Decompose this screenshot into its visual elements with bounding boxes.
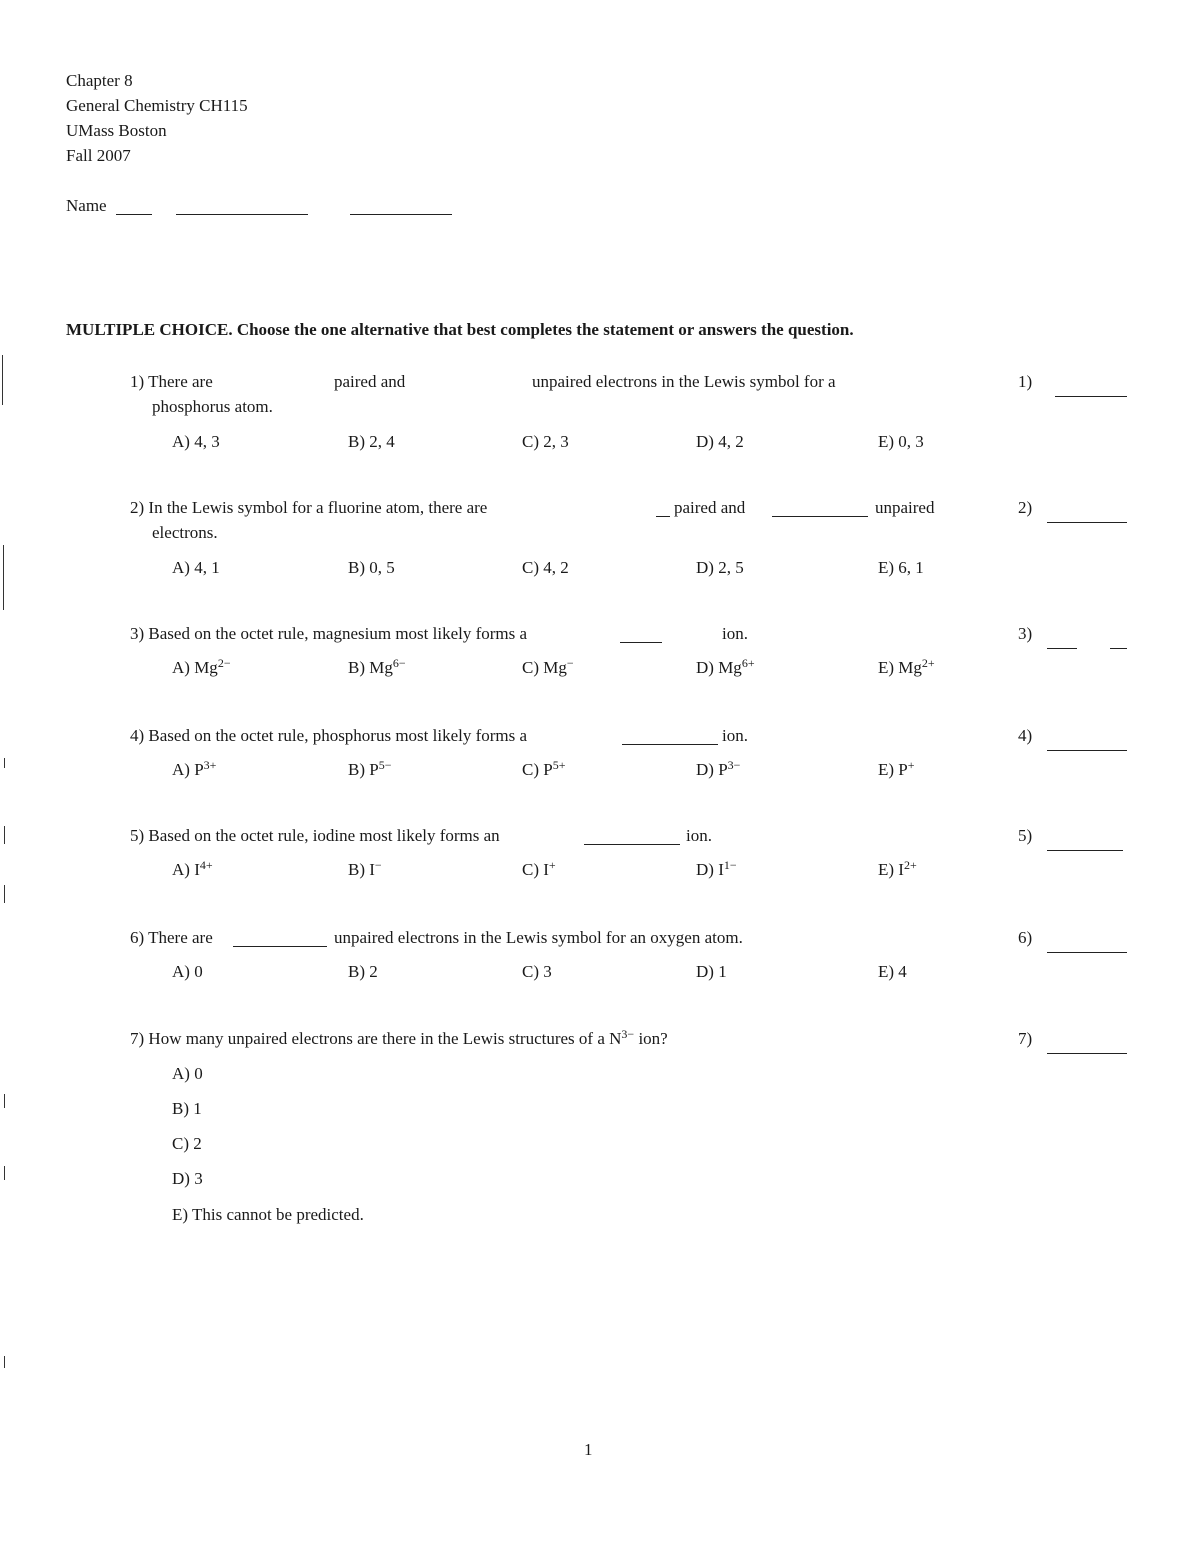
q1-answer-number: 1) bbox=[1018, 372, 1033, 391]
q3-option-b[interactable]: B) $Mg^{6-}$ bbox=[348, 656, 406, 677]
name-blank-3[interactable] bbox=[350, 214, 452, 215]
q4-option-d[interactable]: D) $P^{3-}$ bbox=[696, 758, 741, 779]
q1-option-d[interactable]: D) 4, 2 bbox=[696, 432, 744, 451]
q4-option-c[interactable]: C) $P^{5+}$ bbox=[522, 758, 566, 779]
scan-mark bbox=[4, 1356, 5, 1368]
q7-answer-number: 7) bbox=[1018, 1029, 1033, 1048]
q6-option-c[interactable]: C) 3 bbox=[522, 962, 552, 981]
q4-blank[interactable] bbox=[622, 744, 718, 745]
q3-option-a[interactable]: A) $Mg^{2-}$ bbox=[172, 656, 231, 677]
q2-blank-1[interactable] bbox=[656, 516, 670, 517]
q3-answer-blank-2[interactable] bbox=[1110, 648, 1127, 649]
q6-answer-number: 6) bbox=[1018, 928, 1033, 947]
page-number: 1 bbox=[584, 1440, 593, 1459]
q1-option-a[interactable]: A) 4, 3 bbox=[172, 432, 220, 451]
name-blank-2[interactable] bbox=[176, 214, 308, 215]
q3-option-c[interactable]: C) Mg− bbox=[522, 656, 574, 677]
q3-stem-a: 3) Based on the octet rule, magnesium most likely forms a bbox=[130, 624, 528, 643]
term-label: Fall 2007 bbox=[66, 146, 131, 165]
q6-option-e[interactable]: E) 4 bbox=[878, 962, 907, 981]
q2-stem-a: 2) In the Lewis symbol for a fluorine atom, there are bbox=[130, 498, 488, 517]
chapter-label: Chapter 8 bbox=[66, 71, 133, 90]
q4-answer-blank[interactable] bbox=[1047, 750, 1127, 751]
q7-option-e[interactable]: E) This cannot be predicted. bbox=[172, 1205, 364, 1224]
q5-option-a[interactable]: A) $I^{4+}$ bbox=[172, 858, 213, 879]
instructions: MULTIPLE CHOICE. Choose the one alternative that best completes the statement or answers the question. bbox=[66, 320, 854, 339]
q1-stem-c: unpaired electrons in the Lewis symbol for a bbox=[532, 372, 836, 391]
q1-option-c[interactable]: C) 2, 3 bbox=[522, 432, 569, 451]
q2-stem-b: paired and bbox=[674, 498, 746, 517]
q5-option-e[interactable]: E) $I^{2+}$ bbox=[878, 858, 917, 879]
course-label: General Chemistry CH115 bbox=[66, 96, 248, 115]
q6-option-a[interactable]: A) 0 bbox=[172, 962, 203, 981]
q2-option-c[interactable]: C) 4, 2 bbox=[522, 558, 569, 577]
scan-mark bbox=[2, 355, 3, 405]
q6-answer-blank[interactable] bbox=[1047, 952, 1127, 953]
scan-mark bbox=[3, 545, 4, 610]
q3-answer-blank-1[interactable] bbox=[1047, 648, 1077, 649]
q4-stem-b: ion. bbox=[722, 726, 748, 745]
scan-mark bbox=[4, 1166, 5, 1180]
q1-option-b[interactable]: B) 2, 4 bbox=[348, 432, 395, 451]
q5-option-d[interactable]: D) $I^{1-}$ bbox=[696, 858, 737, 879]
q2-stem-c: unpaired bbox=[875, 498, 935, 517]
q6-option-d[interactable]: D) 1 bbox=[696, 962, 727, 981]
q2-option-a[interactable]: A) 4, 1 bbox=[172, 558, 220, 577]
q1-stem-a: 1) There are bbox=[130, 372, 213, 391]
q1-option-e[interactable]: E) 0, 3 bbox=[878, 432, 924, 451]
name-blank-1[interactable] bbox=[116, 214, 152, 215]
q3-option-d[interactable]: D) $Mg^{6+}$ bbox=[696, 656, 755, 677]
scan-mark bbox=[4, 1094, 5, 1108]
q4-option-e[interactable]: E) P+ bbox=[878, 758, 915, 779]
q2-stem-d: electrons. bbox=[152, 523, 218, 542]
q5-answer-blank[interactable] bbox=[1047, 850, 1123, 851]
q4-option-a[interactable]: A) $P^{3+}$ bbox=[172, 758, 217, 779]
q4-stem-a: 4) Based on the octet rule, phosphorus most likely forms a bbox=[130, 726, 528, 745]
q2-blank-2[interactable] bbox=[772, 516, 868, 517]
scan-mark bbox=[4, 885, 5, 903]
q5-blank[interactable] bbox=[584, 844, 680, 845]
scan-mark bbox=[4, 758, 5, 768]
q6-stem-b: unpaired electrons in the Lewis symbol for an oxygen atom. bbox=[334, 928, 743, 947]
q7-option-a[interactable]: A) 0 bbox=[172, 1064, 203, 1083]
q4-answer-number: 4) bbox=[1018, 726, 1033, 745]
q6-blank[interactable] bbox=[233, 946, 327, 947]
q2-option-d[interactable]: D) 2, 5 bbox=[696, 558, 744, 577]
q5-answer-number: 5) bbox=[1018, 826, 1033, 845]
q2-answer-blank[interactable] bbox=[1047, 522, 1127, 523]
q7-answer-blank[interactable] bbox=[1047, 1053, 1127, 1054]
q6-option-b[interactable]: B) 2 bbox=[348, 962, 378, 981]
q6-stem-a: 6) There are bbox=[130, 928, 213, 947]
q3-answer-number: 3) bbox=[1018, 624, 1033, 643]
q2-answer-number: 2) bbox=[1018, 498, 1033, 517]
q3-stem-b: ion. bbox=[722, 624, 748, 643]
q7-option-c[interactable]: C) 2 bbox=[172, 1134, 202, 1153]
q1-stem-d: phosphorus atom. bbox=[152, 397, 273, 416]
q2-option-e[interactable]: E) 6, 1 bbox=[878, 558, 924, 577]
q4-option-b[interactable]: B) $P^{5-}$ bbox=[348, 758, 392, 779]
q7-option-d[interactable]: D) 3 bbox=[172, 1169, 203, 1188]
school-label: UMass Boston bbox=[66, 121, 167, 140]
q5-stem-a: 5) Based on the octet rule, iodine most likely forms an bbox=[130, 826, 500, 845]
q2-option-b[interactable]: B) 0, 5 bbox=[348, 558, 395, 577]
q7-option-b[interactable]: B) 1 bbox=[172, 1099, 202, 1118]
q5-option-b[interactable]: B) I− bbox=[348, 858, 382, 879]
scan-mark bbox=[4, 826, 5, 844]
q3-option-e[interactable]: E) $Mg^{2+}$ bbox=[878, 656, 935, 677]
q3-blank[interactable] bbox=[620, 642, 662, 643]
name-label: Name bbox=[66, 196, 107, 215]
q7-stem: 7) How many unpaired electrons are there in the Lewis structures of a $N^{3-}$ ion? bbox=[130, 1027, 668, 1048]
q1-stem-b: paired and bbox=[334, 372, 406, 391]
q5-stem-b: ion. bbox=[686, 826, 712, 845]
q5-option-c[interactable]: C) I+ bbox=[522, 858, 556, 879]
q1-answer-blank[interactable] bbox=[1055, 396, 1127, 397]
